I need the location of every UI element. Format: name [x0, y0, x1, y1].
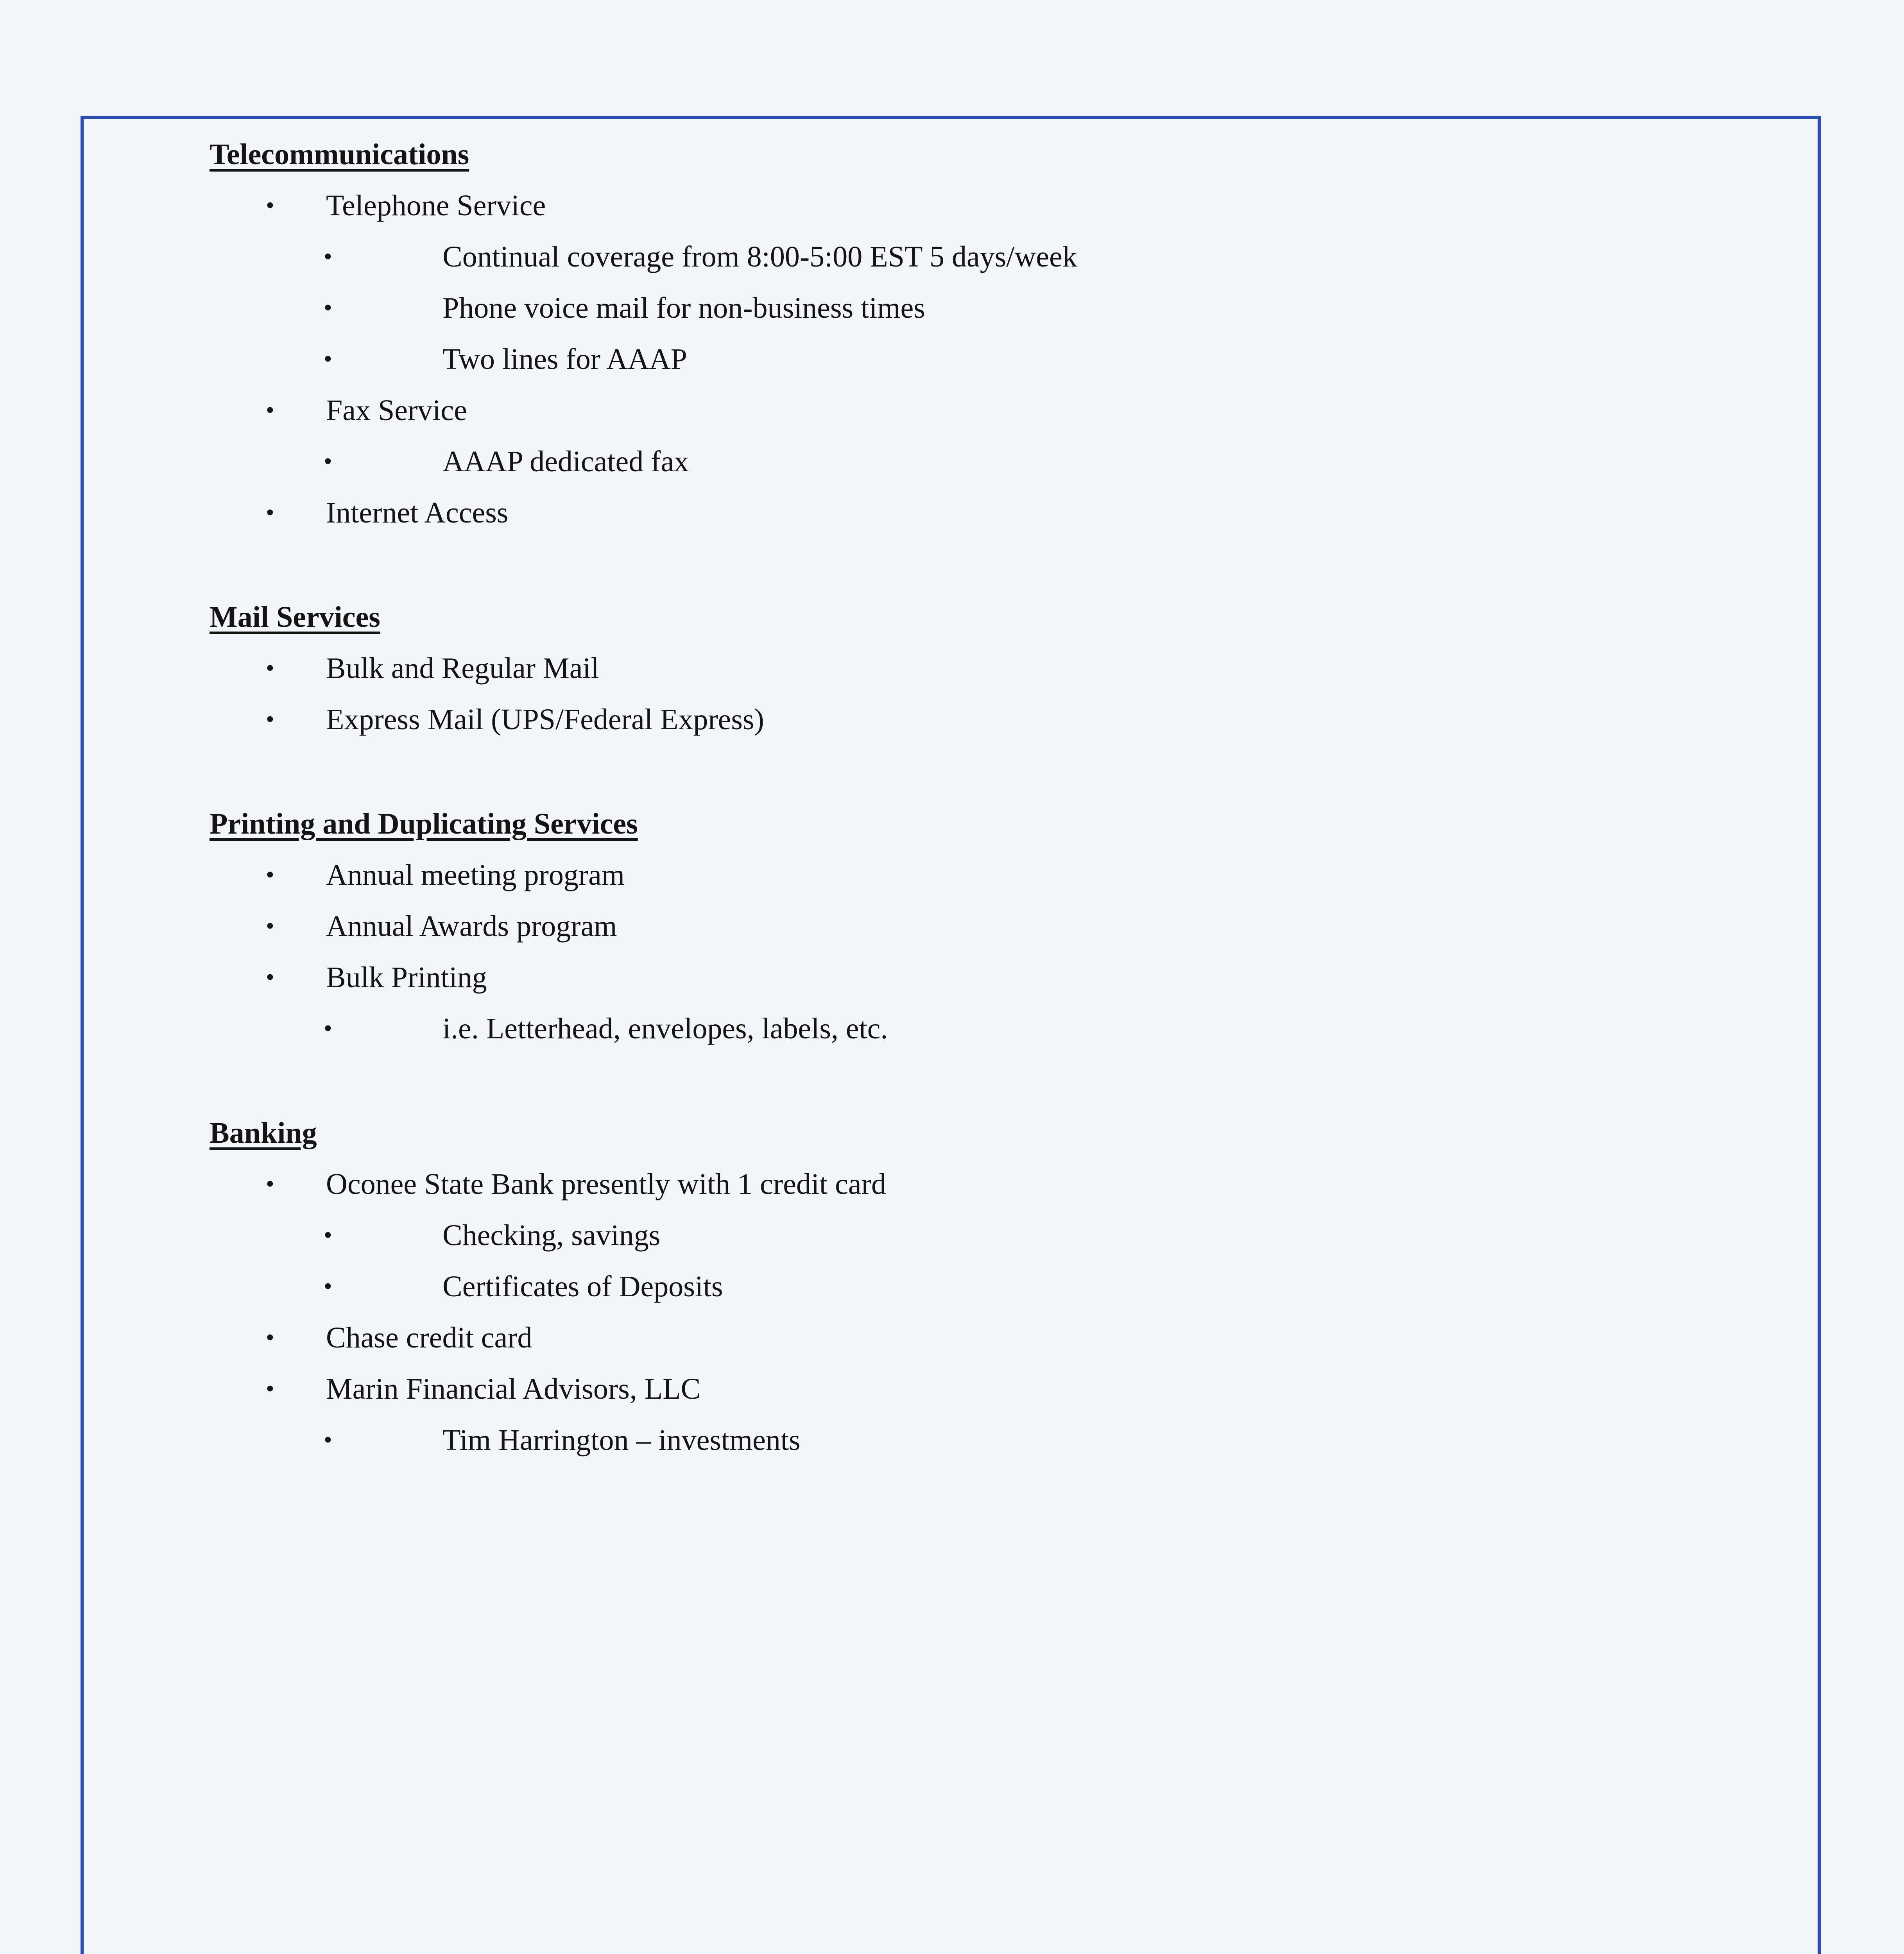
- list-item-text: AAAP dedicated fax: [442, 445, 689, 478]
- sub-list-item: [210, 334, 1734, 385]
- list-item: [210, 850, 1734, 901]
- sub-list-item: [210, 283, 1734, 334]
- list-item-text: Phone voice mail for non-business times: [442, 292, 925, 324]
- section-heading: Banking: [210, 1117, 317, 1149]
- list-item: [210, 1159, 1734, 1210]
- list-item: [210, 180, 1734, 231]
- list-item: [210, 487, 1734, 539]
- sub-list-item: [210, 1261, 1734, 1312]
- bullet-icon: •: [324, 1015, 332, 1042]
- sub-list-item: [210, 231, 1734, 283]
- section-printing-and-duplicating-services: [210, 798, 1734, 1054]
- list-item-text: Two lines for AAAP: [442, 343, 687, 376]
- bullet-icon: •: [266, 1171, 274, 1197]
- sub-list-item: [210, 1415, 1734, 1466]
- bullet-icon: •: [266, 1376, 274, 1402]
- bullet-icon: •: [266, 964, 274, 991]
- list-item-text: Checking, savings: [442, 1219, 661, 1252]
- list-item-text: Fax Service: [326, 394, 467, 427]
- list-item: [210, 1312, 1734, 1364]
- list-item: [210, 694, 1734, 745]
- bullet-icon: •: [324, 295, 332, 321]
- bullet-icon: •: [266, 862, 274, 888]
- list-item-text: Certificates of Deposits: [442, 1270, 723, 1303]
- list-item-text: Annual meeting program: [326, 859, 625, 891]
- list-item-text: Annual Awards program: [326, 910, 617, 943]
- bullet-icon: •: [324, 243, 332, 270]
- sub-list-item: [210, 1003, 1734, 1054]
- list-item-text: Bulk and Regular Mail: [326, 652, 599, 685]
- bullet-icon: •: [266, 913, 274, 939]
- list-item: [210, 952, 1734, 1003]
- bullet-icon: •: [324, 1427, 332, 1453]
- bullet-icon: •: [324, 1273, 332, 1300]
- section-mail-services: [210, 592, 1734, 745]
- bullet-icon: •: [266, 499, 274, 526]
- list-item: [210, 385, 1734, 436]
- sub-list-item: [210, 1210, 1734, 1261]
- section-telecommunications: [210, 129, 1734, 539]
- bullet-icon: •: [324, 1222, 332, 1249]
- list-item: [210, 643, 1734, 694]
- list-item-text: Continual coverage from 8:00-5:00 EST 5 days/week: [442, 240, 1077, 273]
- section-heading: Telecommunications: [210, 138, 469, 171]
- list-item-text: Telephone Service: [326, 189, 546, 222]
- list-item-text: i.e. Letterhead, envelopes, labels, etc.: [442, 1012, 888, 1045]
- bullet-icon: •: [324, 448, 332, 475]
- list-item-text: Internet Access: [326, 496, 509, 529]
- list-item: [210, 1364, 1734, 1415]
- list-item-text: Express Mail (UPS/Federal Express): [326, 703, 764, 736]
- bullet-icon: •: [266, 397, 274, 424]
- sub-list-item: [210, 436, 1734, 487]
- list-item-text: Tim Harrington – investments: [442, 1424, 801, 1457]
- list-item-text: Marin Financial Advisors, LLC: [326, 1372, 701, 1405]
- section-heading: Mail Services: [210, 601, 380, 633]
- list-item-text: Chase credit card: [326, 1321, 532, 1354]
- bullet-icon: •: [266, 655, 274, 682]
- section-banking: [210, 1108, 1734, 1466]
- list-item: [210, 901, 1734, 952]
- list-item-text: Oconee State Bank presently with 1 credit card: [326, 1168, 886, 1201]
- bullet-icon: •: [266, 1324, 274, 1351]
- bullet-icon: •: [324, 346, 332, 372]
- section-heading: Printing and Duplicating Services: [210, 807, 638, 840]
- bullet-icon: •: [266, 706, 274, 733]
- list-item-text: Bulk Printing: [326, 961, 487, 994]
- document-body: [210, 129, 1734, 1519]
- bullet-icon: •: [266, 192, 274, 219]
